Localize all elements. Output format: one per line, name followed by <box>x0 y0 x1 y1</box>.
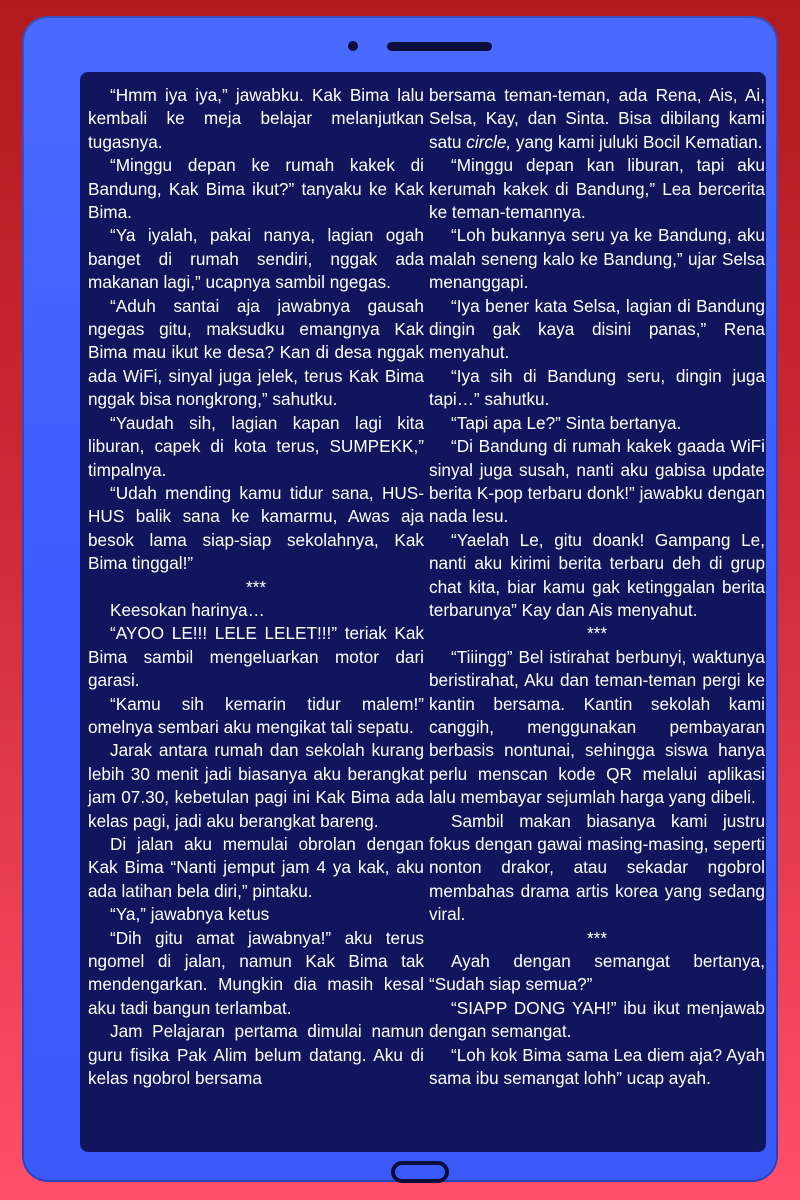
paragraph: Jarak antara rumah dan sekolah kurang lebih 30 menit jadi biasanya aku berangkat jam 07.30, kebetulan pagi ini Kak Bima ada kelas pagi, jadi aku berangkat bareng. <box>88 740 424 831</box>
tablet-frame <box>22 16 778 1182</box>
paragraph: “Tapi apa Le?” Sinta bertanya. <box>451 412 682 433</box>
paragraph: Di jalan aku memulai obrolan dengan Kak Bima “Nanti jemput jam 4 ya kak, aku ada latihan bela diri,” pintaku. <box>88 834 424 901</box>
paragraph: “Aduh santai aja jawabnya gausah ngegas gitu, maksudku emangnya Kak Bima mau ikut ke desa? Kan di desa nggak ada WiFi, sinyal juga jelek, terus Kak Bima nggak bisa nongkrong,” sahutku. <box>88 295 424 410</box>
speaker-slot <box>387 42 492 51</box>
italic-word: circle, <box>466 131 512 152</box>
paragraph: “Tiiingg” Bel istirahat berbunyi, waktunya beristirahat, Aku dan teman-teman pergi ke kantin bersama. Kantin sekolah kami canggih, menggunakan pembayaran berbasis nontunai, sehingga siswa hanya perlu menscan kode QR melalui aplikasi lalu membayar sejumlah harga yang dibeli. <box>429 646 765 808</box>
paragraph: “Loh bukannya seru ya ke Bandung, aku malah seneng kalo ke Bandung,” ujar Selsa menanggapi. <box>429 225 765 293</box>
paragraph: “Kamu sih kemarin tidur malem!” omelnya sembari aku mengikat tali sepatu. <box>88 693 424 737</box>
paragraph: Sambil makan biasanya kami justru fokus dengan gawai masing-masing, seperti nonton drakor, atau sekadar ngobrol membahas drama artis korea yang sedang viral. <box>429 810 765 925</box>
paragraph: “Dih gitu amat jawabnya!” aku terus ngomel di jalan, namun Kak Bima tak mendengarkan. Mungkin dia masih kesal aku tadi bangun terlambat. <box>88 927 424 1018</box>
paragraph: “Minggu depan ke rumah kakek di Bandung, Kak Bima ikut?” tanyaku ke Kak Bima. <box>88 155 424 223</box>
scene-separator: *** <box>586 927 608 948</box>
scene-separator: *** <box>245 576 267 597</box>
camera-dot <box>348 41 358 51</box>
paragraph: Ayah dengan semangat bertanya, “Sudah siap semua?” <box>429 951 765 995</box>
paragraph: Keesokan harinya… <box>110 599 265 620</box>
paragraph: “Udah mending kamu tidur sana, HUS-HUS balik sana ke kamarmu, Awas aja besok lama siap-siap sekolahnya, Kak Bima tinggal!” <box>88 482 424 574</box>
paragraph: “Yaelah Le, gitu doank! Gampang Le, nanti aku kirimi berita terbaru deh di grup chat kita, biar kamu gak ketinggalan berita terbarunya” Kay dan Ais menyahut. <box>429 529 765 620</box>
paragraph-continued <box>429 84 765 154</box>
home-button[interactable] <box>391 1161 449 1183</box>
scene-separator: *** <box>586 623 608 644</box>
paragraph: “Hmm iya iya,” jawabku. Kak Bima lalu kembali ke meja belajar melanjutkan tugasnya. <box>88 85 424 152</box>
paragraph: “Minggu depan kan liburan, tapi aku kerumah kakek di Bandung,” Lea bercerita ke teman-temannya. <box>429 155 765 223</box>
paragraph: “Iya sih di Bandung seru, dingin juga tapi…” sahutku. <box>429 365 765 410</box>
paragraph: Jam Pelajaran pertama dimulai namun guru fisika Pak Alim belum datang. Aku di kelas ngobrol bersama <box>88 1021 424 1089</box>
paragraph: “Yaudah sih, lagian kapan lagi kita liburan, capek di kota terus, SUMPEKK,” timpalnya. <box>88 412 424 480</box>
story-column-right <box>429 84 765 1090</box>
paragraph: “AYOO LE!!! LELE LELET!!!” teriak Kak Bima sambil mengeluarkan motor dari garasi. <box>88 623 424 691</box>
paragraph: “Iya bener kata Selsa, lagian di Bandung dingin gak kaya disini panas,” Rena menyahut. <box>429 295 765 363</box>
paragraph: “Loh kok Bima sama Lea diem aja? Ayah sama ibu semangat lohh” ucap ayah. <box>429 1044 765 1089</box>
paragraph: “Ya iyalah, pakai nanya, lagian ogah banget di rumah sendiri, nggak ada makanan lagi,” ucapnya sambil ngegas. <box>88 225 424 293</box>
paragraph: “Ya,” jawabnya ketus <box>110 904 270 925</box>
text-run: yang kami juluki Bocil Kematian. <box>511 131 763 152</box>
paragraph: “Di Bandung di rumah kakek gaada WiFi sinyal juga susah, nanti aku gabisa update berita K-pop terbaru donk!” jawabku dengan nada lesu. <box>429 436 765 527</box>
text-run: bersama teman-teman, ada Rena, Ais, Ai, Selsa, Kay, dan Sinta. Bisa dibilang kami satu <box>429 85 765 152</box>
paragraph: “SIAPP DONG YAH!” ibu ikut menjawab dengan semangat. <box>429 997 765 1042</box>
story-column-left <box>88 84 424 1090</box>
tablet-screen <box>80 72 766 1152</box>
